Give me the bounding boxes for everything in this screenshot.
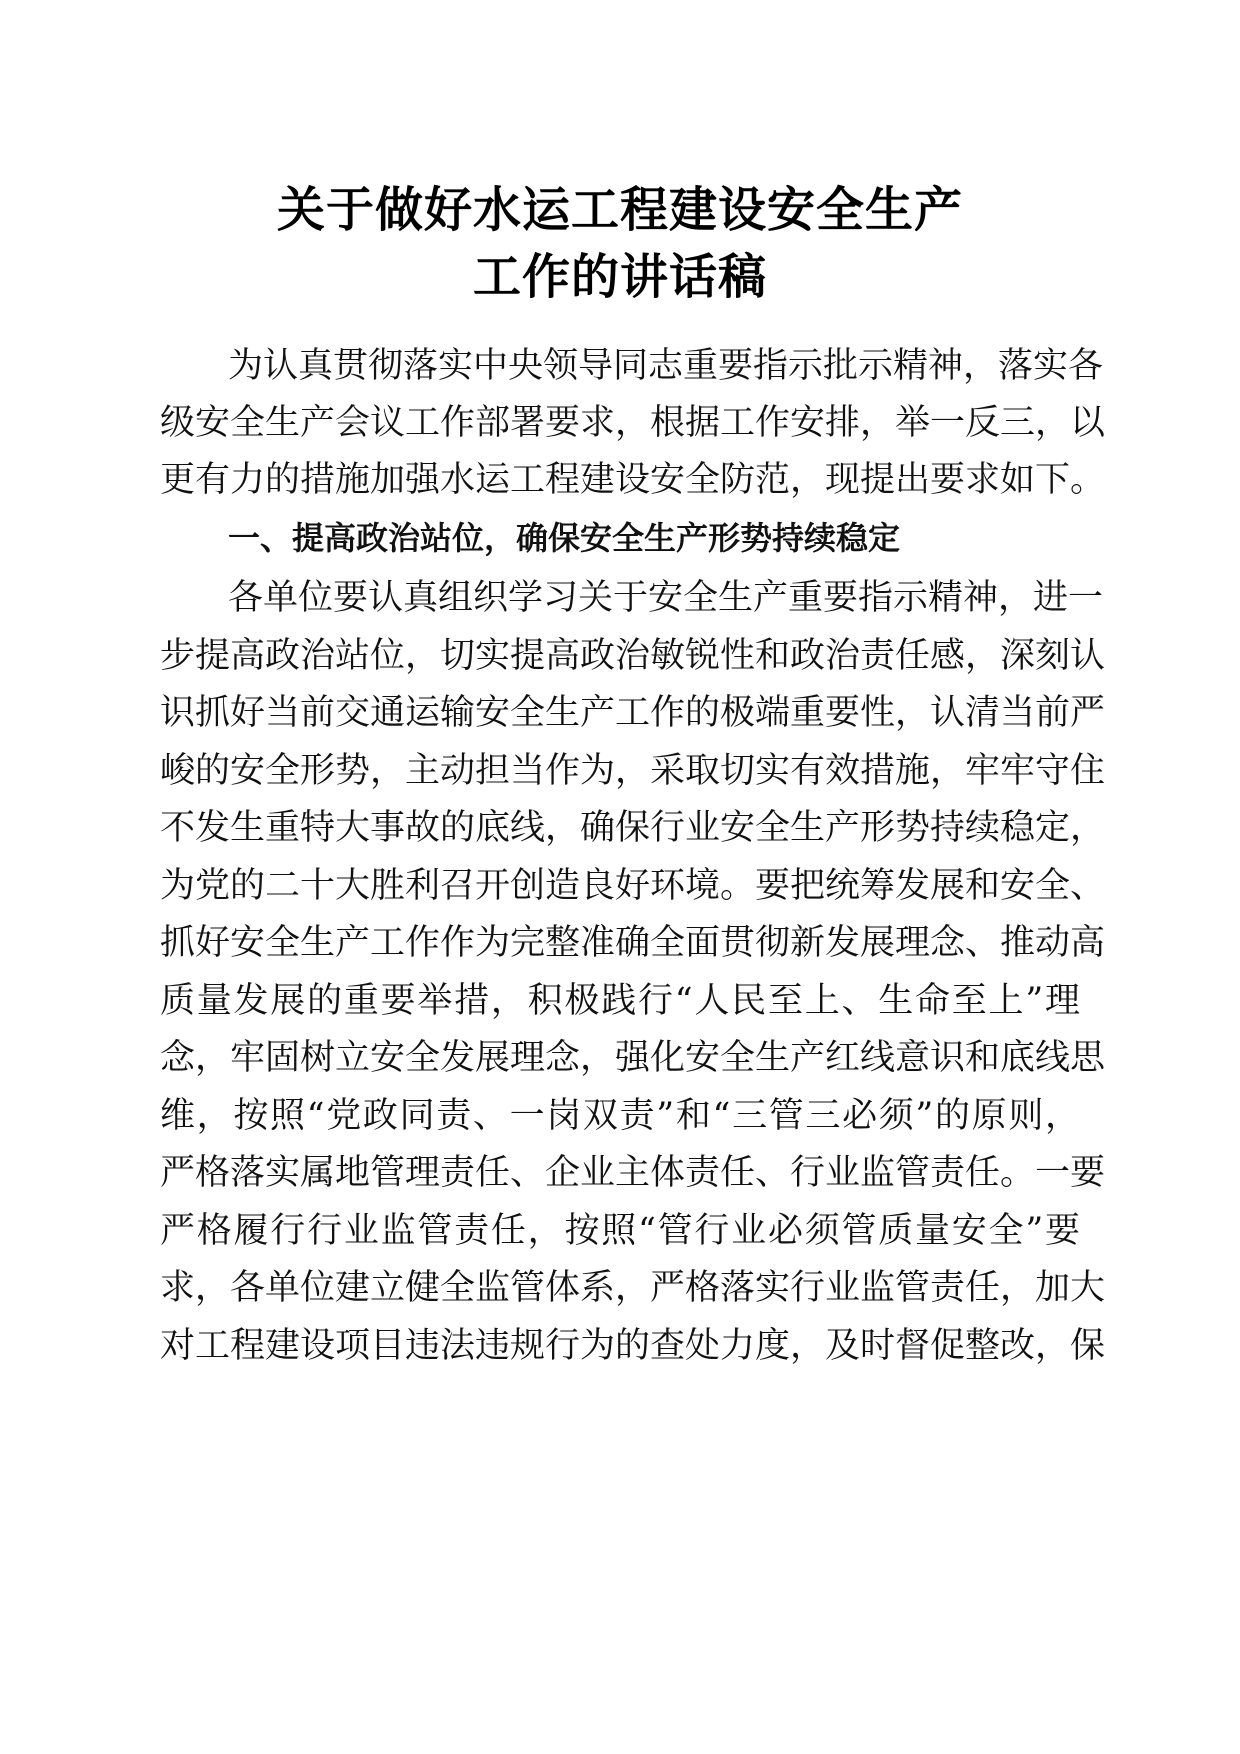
document-title-line-1: 关于做好水运工程建设安全生产: [276, 182, 963, 238]
body-line-9: 念，牢固树立安全发展理念，强化安全生产红线意识和底线思: [160, 1038, 1106, 1078]
intro-line-1: 为认真贯彻落实中央领导同志重要指示批示精神，落实各: [228, 346, 1104, 386]
intro-line-3: 更有力的措施加强水运工程建设安全防范，现提出要求如下。: [160, 460, 1106, 500]
body-line-6: 为党的二十大胜利召开创造良好环境。要把统筹发展和安全、: [160, 866, 1106, 906]
body-line-2: 步提高政治站位，切实提高政治敏锐性和政治责任感，深刻认: [160, 636, 1106, 676]
body-line-4: 峻的安全形势，主动担当作为，采取切实有效措施，牢牢守住: [160, 751, 1106, 791]
body-line-1: 各单位要认真组织学习关于安全生产重要指示精神，进一: [228, 578, 1104, 618]
body-line-3: 识抓好当前交通运输安全生产工作的极端重要性，认清当前严: [160, 693, 1106, 733]
document-title-line-2: 工作的讲话稿: [472, 249, 767, 305]
body-line-14: 对工程建设项目违法违规行为的查处力度，及时督促整改，保: [160, 1326, 1106, 1366]
body-line-10: 维，按照“党政同责、一岗双责”和“三管三必须”的原则，: [160, 1096, 1080, 1136]
body-line-5: 不发生重特大事故的底线，确保行业安全生产形势持续稳定，: [160, 808, 1106, 848]
body-line-12: 严格履行行业监管责任，按照“管行业必须管质量安全”要: [160, 1211, 1080, 1251]
body-line-13: 求，各单位建立健全监管体系，严格落实行业监管责任，加大: [160, 1268, 1106, 1308]
body-line-11: 严格落实属地管理责任、企业主体责任、行业监管责任。一要: [160, 1153, 1106, 1193]
body-line-8: 质量发展的重要举措，积极践行“人民至上、生命至上”理: [160, 981, 1080, 1021]
body-line-7: 抓好安全生产工作作为完整准确全面贯彻新发展理念、推动高: [160, 923, 1106, 963]
section-heading-1: 一、提高政治站位，确保安全生产形势持续稳定: [228, 519, 901, 557]
intro-line-2: 级安全生产会议工作部署要求，根据工作安排，举一反三，以: [160, 403, 1106, 443]
